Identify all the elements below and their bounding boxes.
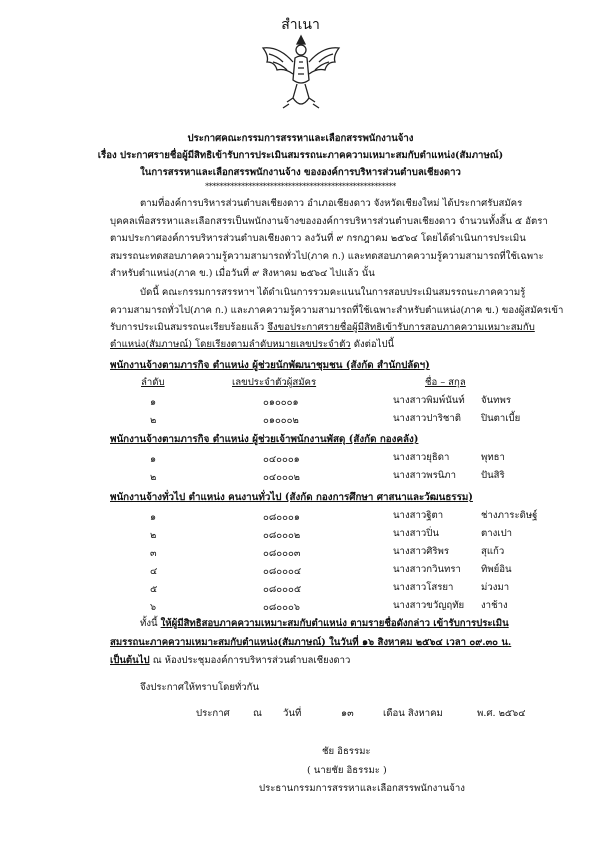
para1-line-1: ตามที่องค์การบริหารส่วนตำบลเชียงดาว อำเภอเชียงดาว จังหวัดเชียงใหม่ ได้ประกาศรับสมัคร <box>140 198 523 209</box>
row-first-name: นางสาวยุธิดา <box>393 452 450 463</box>
dateline-day-label: วันที่ <box>283 708 302 719</box>
para3-line-3-text: ณ ห้องประชุมองค์การบริหารส่วนตำบลเชียงดาว <box>149 655 351 666</box>
closing-statement: จึงประกาศให้ทราบโดยทั่วกัน <box>140 682 260 693</box>
para3-line-1-emphasis: ให้ผู้มีสิทธิสอบภาคความเหมาะสมกับตำแหน่ง ตามรายชื่อดังกล่าว เข้ารับการประเมิน <box>160 618 509 629</box>
row-applicant-id: ๐๘๐๐๐๓ <box>263 548 301 559</box>
row-last-name: ตางเปา <box>481 528 513 539</box>
para2-line-3-text: รับการประเมินสมรรถนะเรียบร้อยแล้ว <box>110 322 268 333</box>
row-applicant-id: ๐๘๐๐๐๑ <box>263 512 300 523</box>
row-first-name: นางสาวพรนิภา <box>393 470 457 481</box>
para1-line-3: ตามประกาศองค์การบริหารส่วนตำบลเชียงดาว ลงวันที่ ๙ กรกฎาคม ๒๕๖๔ โดยได้ดำเนินการประเมิน <box>110 233 526 244</box>
header-line-1: ประกาศคณะกรรมการสรรหาและเลือกสรรพนักงานจ้าง <box>187 133 414 144</box>
row-first-name: นางสาวศิริพร <box>393 546 449 557</box>
row-no: ๒ <box>150 530 157 541</box>
section-title-general-worker: พนักงานจ้างทั่วไป ตำแหน่ง คนงานทั่วไป (สังกัด กองการศึกษา ศาสนาและวัฒนธรรม) <box>110 492 473 503</box>
para2-line-1: บัดนี้ คณะกรรมการสรรหาฯ ได้ดำเนินการรวมคะแนนในการสอบประเมินสมรรถนะภาคความรู้ <box>140 287 526 298</box>
row-no: ๔ <box>150 566 158 577</box>
column-header-order: ลำดับ <box>141 377 165 388</box>
row-no: ๓ <box>150 548 157 559</box>
row-applicant-id: ๐๑๐๐๐๑ <box>263 397 299 408</box>
row-last-name: งาช้าง <box>481 600 508 611</box>
row-applicant-id: ๐๑๐๐๐๒ <box>263 415 299 426</box>
para3-line-1-lead: ทั้งนี้ <box>140 618 161 629</box>
row-no: ๕ <box>150 584 158 595</box>
copy-stamp: สำเนา <box>281 17 320 33</box>
row-applicant-id: ๐๔๐๐๐๒ <box>263 472 301 483</box>
row-last-name: จันทพร <box>481 395 511 406</box>
para2-line-3-emphasis: จึงขอประกาศรายชื่อผู้มีสิทธิเข้ารับการสอบภาคความเหมาะสมกับ <box>267 322 535 333</box>
row-no: ๖ <box>150 602 157 613</box>
row-applicant-id: ๐๘๐๐๐๕ <box>263 584 302 595</box>
section-title-community-dev: พนักงานจ้างตามภารกิจ ตำแหน่ง ผู้ช่วยนักพัฒนาชุมชน (สังกัด สำนักปลัดฯ) <box>110 360 430 371</box>
para1-line-5: สำหรับตำแหน่ง(ภาค ข.) เมื่อวันที่ ๙ สิงหาคม ๒๕๖๔ ไปแล้ว นั้น <box>110 268 375 279</box>
row-last-name: ทิพย์อิน <box>481 564 512 575</box>
row-last-name: สุแก้ว <box>481 546 505 557</box>
row-first-name: นางสาวขวัญฤทัย <box>393 600 465 611</box>
row-first-name: นางสาวฐิตา <box>393 510 444 521</box>
row-first-name: นางสาวปิ่น <box>393 528 439 539</box>
row-applicant-id: ๐๘๐๐๐๔ <box>263 566 302 577</box>
dateline-announced: ประกาศ <box>196 708 230 719</box>
row-no: ๑ <box>150 512 157 523</box>
para1-line-2: บุคคลเพื่อสรรหาและเลือกสรรเป็นพนักงานจ้างขององค์การบริหารส่วนตำบลเชียงดาว จำนวนทั้งสิ้น ๕ อัตรา <box>110 216 548 227</box>
row-applicant-id: ๐๔๐๐๐๑ <box>263 454 300 465</box>
row-no: ๒ <box>150 415 157 426</box>
para1-line-4: สมรรถนะทดสอบภาคความรู้ความสามารถทั่วไป(ภาค ก.) และทดสอบภาคความรู้ความสามารถที่ใช้เฉพาะ <box>110 251 544 262</box>
signatory-title: ประธานกรรมการสรรหาและเลือกสรรพนักงานจ้าง <box>259 783 465 794</box>
para3-line-1 <box>140 617 509 631</box>
para2-line-3 <box>110 321 535 335</box>
row-last-name: ปันสิริ <box>481 470 505 481</box>
header-line-3: ในการสรรหาและเลือกสรรพนักงานจ้าง ขององค์การบริหารส่วนตำบลเชียงดาว <box>140 167 461 178</box>
dateline-day: ๑๓ <box>341 708 354 719</box>
dateline-year: พ.ศ. ๒๕๖๔ <box>477 708 526 719</box>
para3-line-2: สมรรถนะภาคความเหมาะสมกับตำแหน่ง(สัมภาษณ์) ในวันที่ ๑๖ สิงหาคม ๒๕๖๔ เวลา ๐๙.๓๐ น. <box>110 637 512 648</box>
row-no: ๑ <box>150 454 157 465</box>
row-first-name: นางสาวปาริชาติ <box>393 413 462 424</box>
row-no: ๒ <box>150 472 157 483</box>
row-first-name: นางสาวกวินทรา <box>393 564 461 575</box>
signatory-name: ( นายชัย อิธรรมะ ) <box>307 765 387 776</box>
row-last-name: พุทธา <box>481 452 505 463</box>
row-last-name: ม่วงมา <box>481 582 510 593</box>
signature: ชัย อิธรรมะ <box>322 746 371 757</box>
para2-line-2: ความสามารถทั่วไป(ภาค ก.) และภาคความรู้ความสามารถที่ใช้เฉพาะสำหรับตำแหน่ง(ภาค ข.) ของผู้สมัครเข้า <box>110 305 564 316</box>
dateline-at: ณ <box>253 708 262 719</box>
para3-line-3 <box>110 654 350 668</box>
row-last-name: ปินตาเบี้ย <box>481 413 521 424</box>
header-line-2: เรื่อง ประกาศรายชื่อผู้มีสิทธิเข้ารับการประเมินสมรรถนะภาคความเหมาะสมกับตำแหน่ง(สัมภาษณ์) <box>97 150 504 161</box>
garuda-emblem-icon <box>259 32 343 112</box>
para3-line-3-emphasis: เป็นต้นไป <box>110 655 150 666</box>
row-first-name: นางสาวโสรยา <box>393 582 454 593</box>
dateline-month: เดือน สิงหาคม <box>383 708 443 719</box>
row-applicant-id: ๐๘๐๐๐๒ <box>263 530 301 541</box>
column-header-id: เลขประจำตัวผู้สมัคร <box>232 377 317 388</box>
para2-line-4-text: ดังต่อไปนี้ <box>350 339 395 350</box>
row-applicant-id: ๐๘๐๐๐๖ <box>263 602 300 613</box>
section-title-procurement: พนักงานจ้างตามภารกิจ ตำแหน่ง ผู้ช่วยเจ้าพนักงานพัสดุ (สังกัด กองคลัง) <box>110 434 419 445</box>
para2-line-4 <box>110 338 394 352</box>
column-header-name: ชื่อ – สกุล <box>425 377 466 388</box>
row-no: ๑ <box>150 397 157 408</box>
para2-line-4-emphasis: ตำแหน่ง(สัมภาษณ์) โดยเรียงตามลำดับหมายเลขประจำตัว <box>110 339 351 350</box>
header-separator: ***************************************************** <box>205 182 396 191</box>
row-first-name: นางสาวพิมพ์นันท์ <box>393 395 465 406</box>
row-last-name: ช่างภาระดิษฐ์ <box>481 510 538 521</box>
